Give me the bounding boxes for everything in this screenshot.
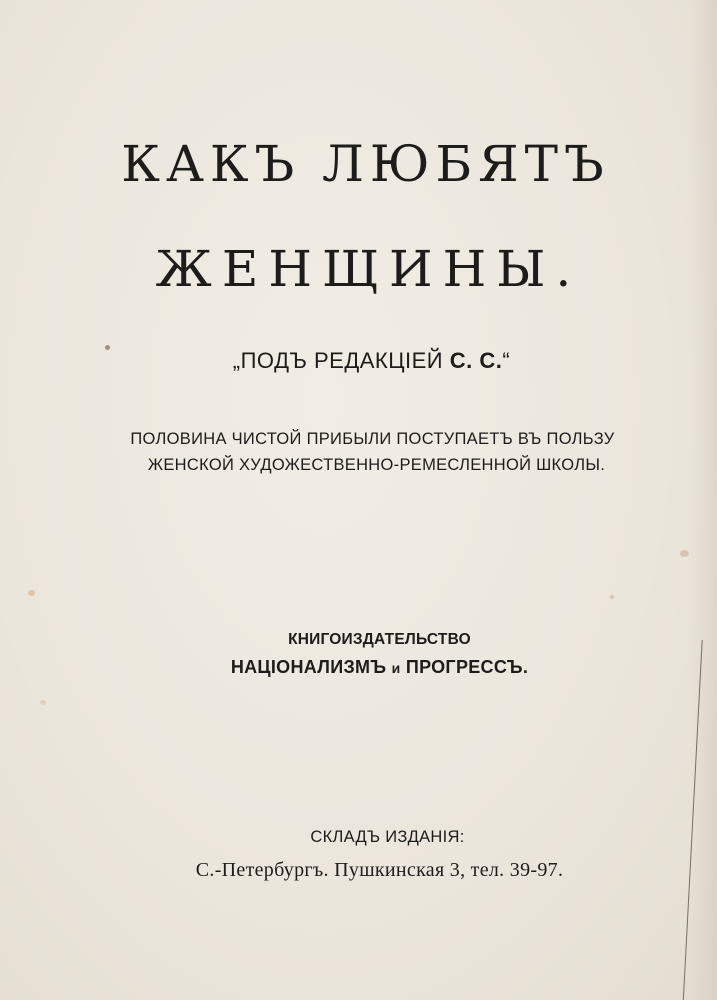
publisher-name	[0, 657, 717, 678]
publisher-name-connector: и	[391, 660, 401, 676]
warehouse-label: СКЛАДЪ ИЗДАНІЯ:	[310, 828, 465, 846]
proceeds-note-line-2: ЖЕНСКОЙ ХУДОЖЕСТВЕННО-РЕМЕСЛЕННОЙ ШКОЛЫ.	[147, 456, 606, 474]
publisher-name-part-2: ПРОГРЕССЪ.	[405, 657, 529, 677]
publisher-name-part-1: НАЦІОНАЛИЗМЪ	[230, 657, 387, 677]
editor-initials: С. С.	[449, 348, 503, 373]
editor-prefix: „ПОДЪ РЕДАКЦІЕЙ	[232, 348, 444, 373]
book-title-line-2: ЖЕНЩИНЫ.	[155, 240, 582, 298]
warehouse-address: С.-Петербургъ. Пушкинская 3, тел. 39-97.	[195, 859, 564, 881]
paper-spot	[610, 595, 614, 599]
book-title-line-1: КАКЪ ЛЮБЯТЪ	[121, 135, 610, 193]
editor-closing-quote: “	[502, 348, 511, 373]
proceeds-note-line-1: ПОЛОВИНА ЧИСТОЙ ПРИБЫЛИ ПОСТУПАЕТЪ ВЪ ПОЛЬЗУ	[130, 430, 615, 448]
publisher-label: КНИГОИЗДАТЕЛЬСТВО	[288, 631, 471, 648]
paper-spot	[28, 590, 35, 596]
paper-spot	[40, 700, 46, 705]
editor-credit	[0, 348, 717, 374]
paper-spot	[680, 550, 689, 557]
